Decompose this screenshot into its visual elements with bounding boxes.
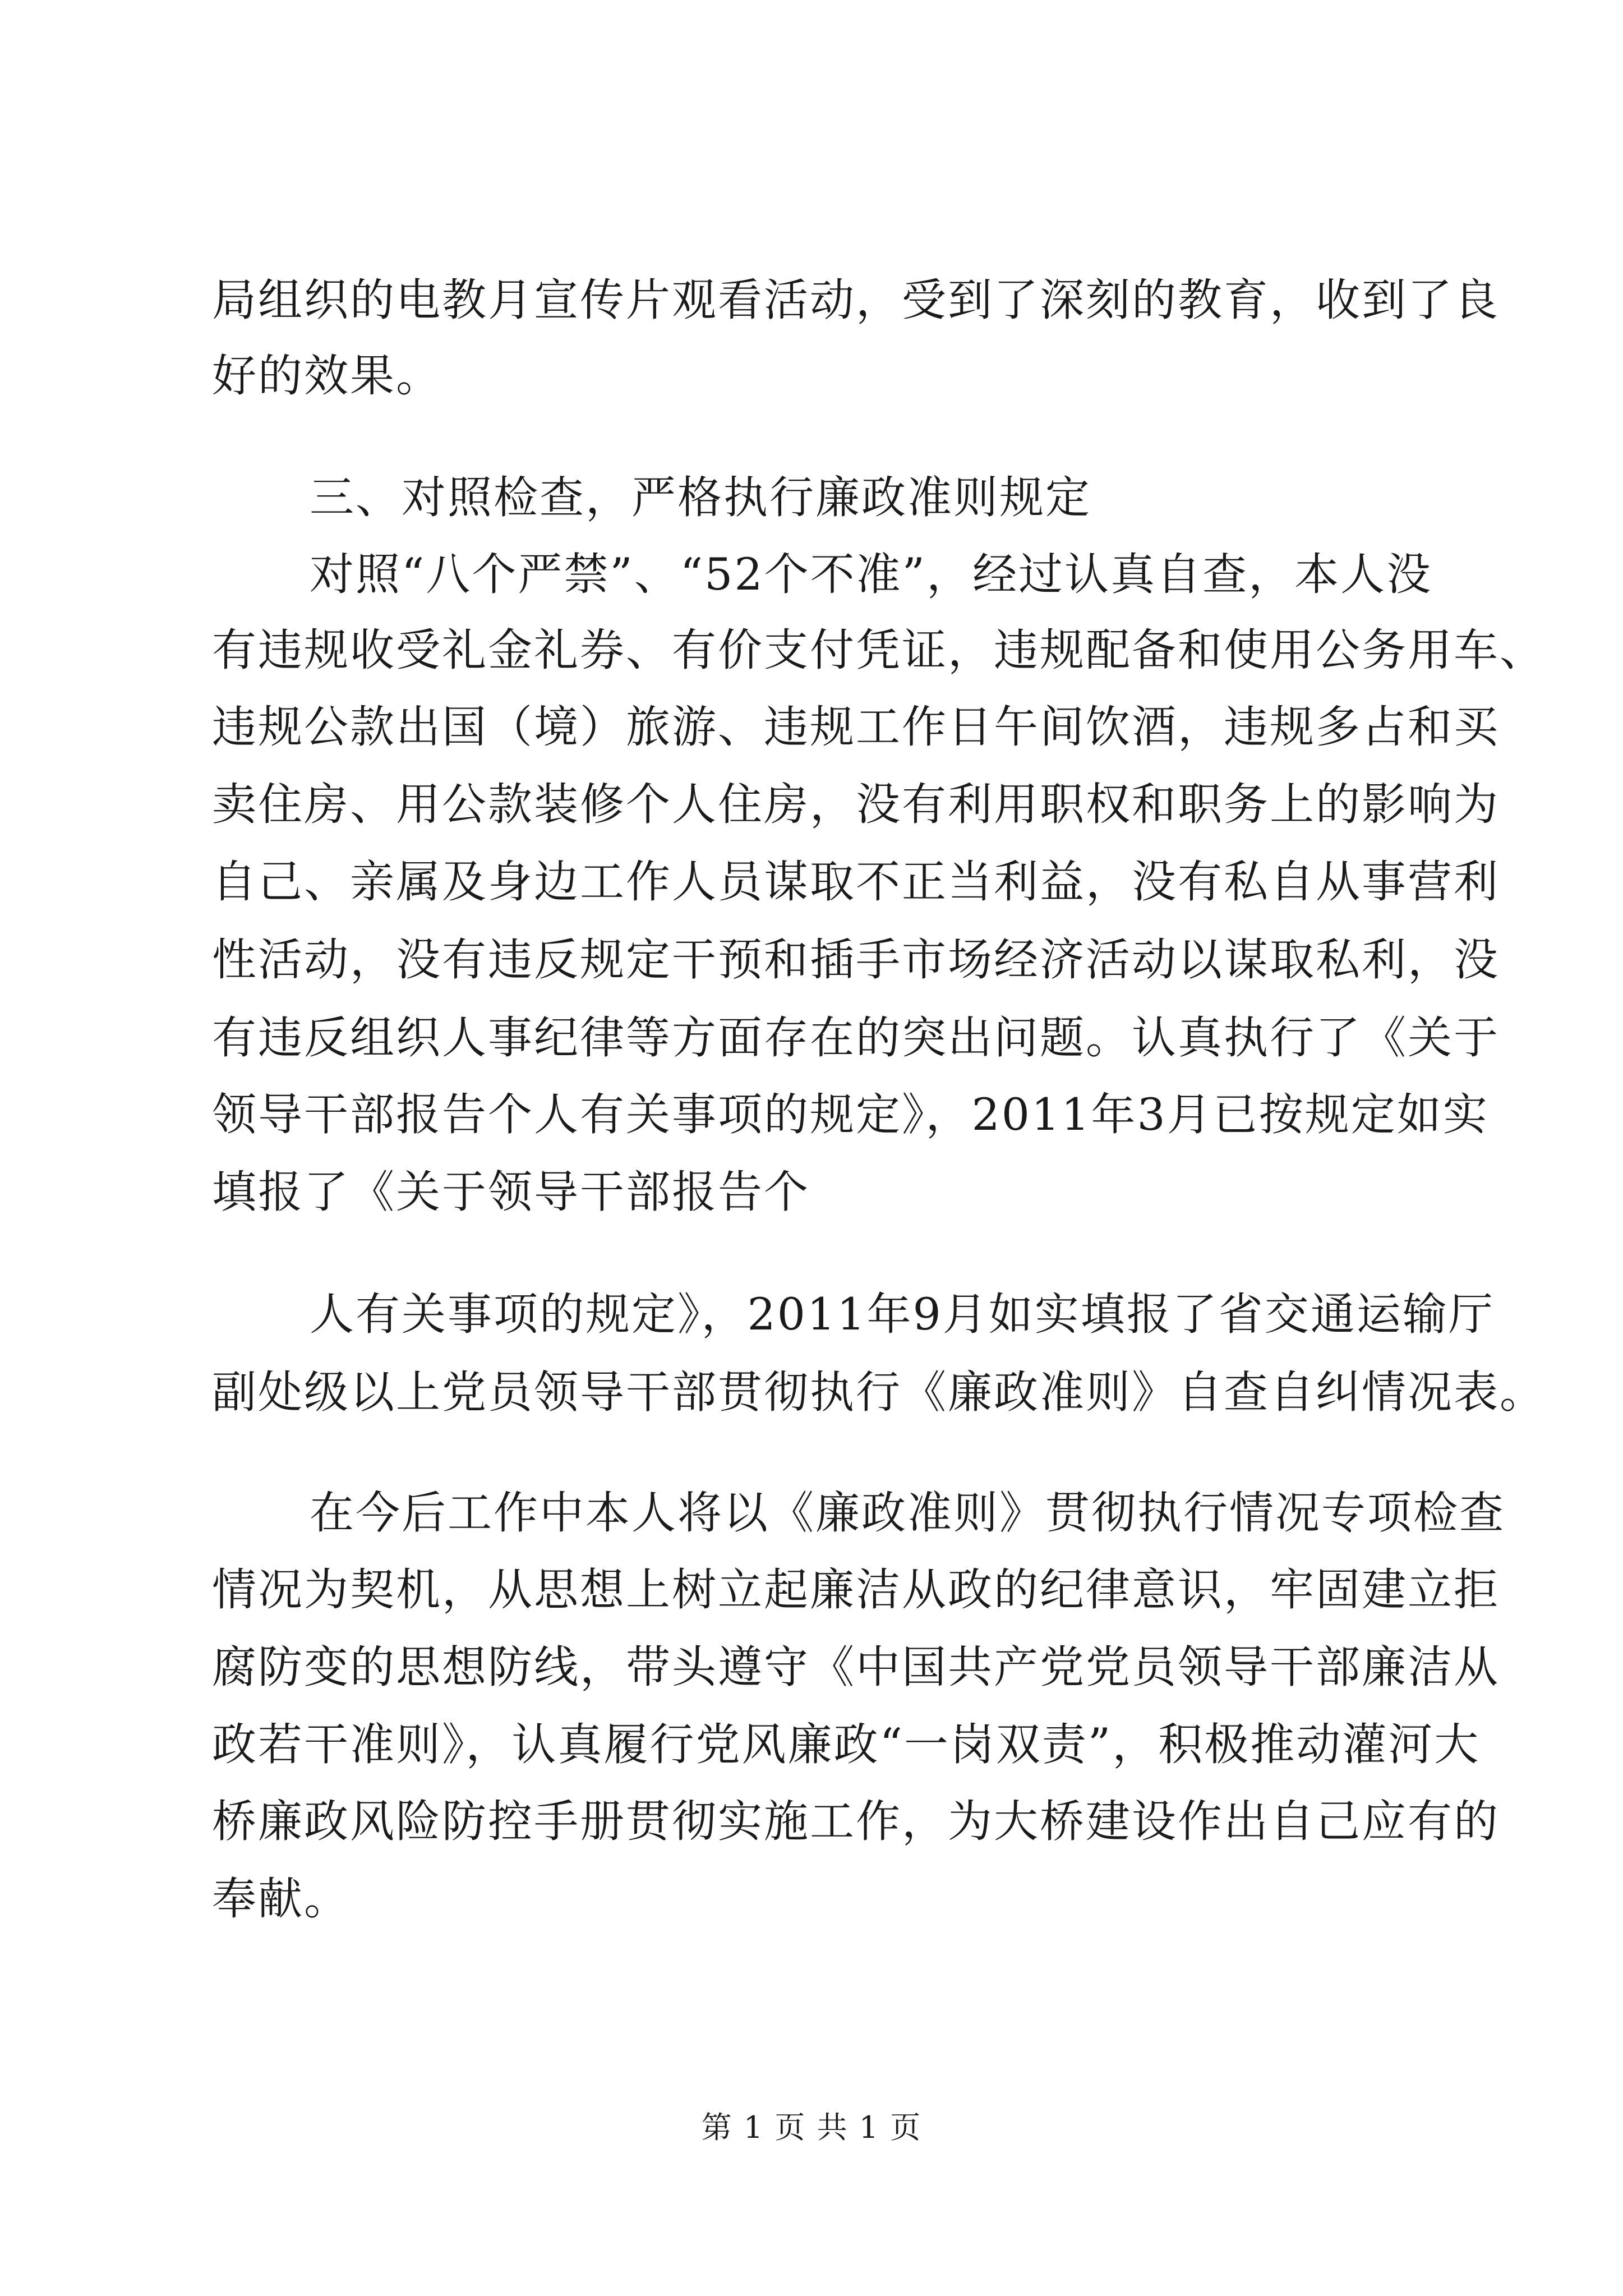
body-line-8: 自己、亲属及身边工作人员谋取不正当利益，没有私自从事营利 xyxy=(212,856,1500,908)
body-line-2: 好的效果。 xyxy=(212,350,442,402)
page-number-footer: 第 1 页 共 1 页 xyxy=(701,2110,922,2145)
body-line-17: 腐防变的思想防线，带头遵守《中国共产党党员领导干部廉洁从 xyxy=(212,1641,1500,1693)
body-line-1: 局组织的电教月宣传片观看活动，受到了深刻的教育，收到了良 xyxy=(212,274,1500,326)
body-line-5: 有违规收受礼金礼券、有价支付凭证，违规配备和使用公务用车、 xyxy=(212,624,1546,676)
body-line-10: 有违反组织人事纪律等方面存在的突出问题。认真执行了《关于 xyxy=(212,1012,1500,1064)
body-line-4: 对照“八个严禁”、“52个不准”，经过认真自查，本人没 xyxy=(310,549,1433,600)
body-line-14: 副处级以上党员领导干部贯彻执行《廉政准则》自查自纠情况表。 xyxy=(212,1366,1546,1418)
body-line-20: 奉献。 xyxy=(212,1873,350,1925)
section-heading: 三、对照检查，严格执行廉政准则规定 xyxy=(310,472,1091,523)
body-line-19: 桥廉政风险防控手册贯彻实施工作，为大桥建设作出自己应有的 xyxy=(212,1796,1500,1847)
body-line-12: 填报了《关于领导干部报告个 xyxy=(212,1166,810,1218)
body-line-9: 性活动，没有违反规定干预和插手市场经济活动以谋取私利，没 xyxy=(212,934,1500,986)
body-line-18: 政若干准则》，认真履行党风廉政“一岗双责”，积极推动灌河大 xyxy=(212,1719,1481,1770)
body-line-15: 在今后工作中本人将以《廉政准则》贯彻执行情况专项检查 xyxy=(310,1487,1505,1539)
body-line-7: 卖住房、用公款装修个人住房，没有利用职权和职务上的影响为 xyxy=(212,779,1500,830)
body-line-6: 违规公款出国（境）旅游、违规工作日午间饮酒，违规多占和买 xyxy=(212,701,1500,753)
body-line-13: 人有关事项的规定》，2011年9月如实填报了省交通运输厅 xyxy=(310,1289,1495,1340)
body-line-11: 领导干部报告个人有关事项的规定》，2011年3月已按规定如实 xyxy=(212,1089,1489,1140)
body-line-16: 情况为契机，从思想上树立起廉洁从政的纪律意识，牢固建立拒 xyxy=(212,1564,1500,1616)
